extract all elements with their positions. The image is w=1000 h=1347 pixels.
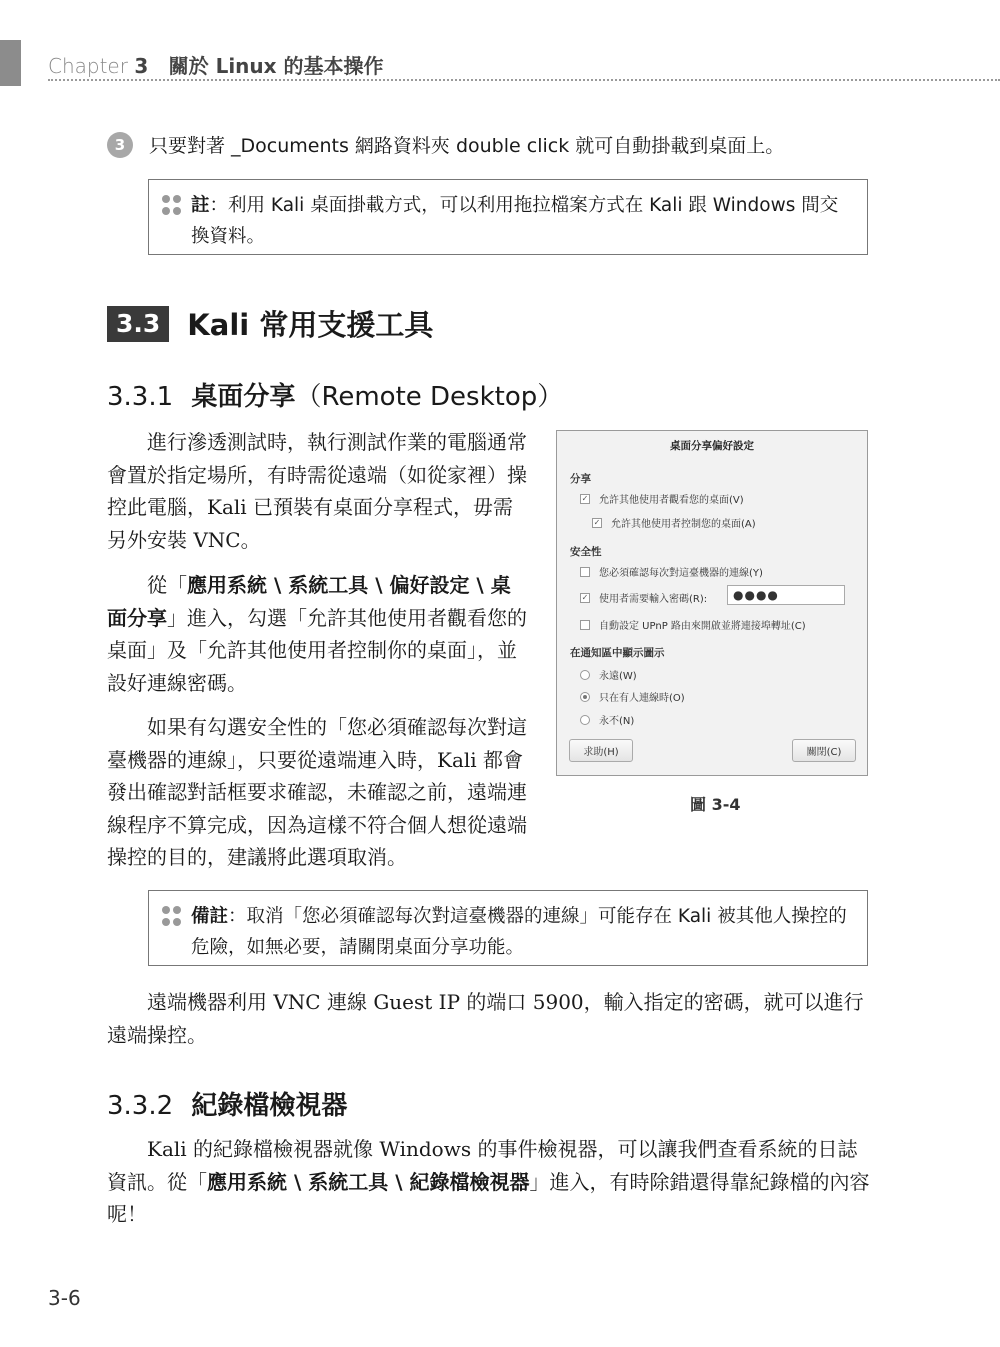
close-button[interactable]: 關閉(C) xyxy=(792,739,856,762)
option-confirm-connection[interactable] xyxy=(580,564,763,579)
allow-view-label: 允許其他使用者觀看您的桌面(V) xyxy=(599,495,744,506)
option-upnp[interactable] xyxy=(580,617,806,632)
subsection-number: 3.3.1 xyxy=(107,382,174,412)
running-header xyxy=(48,50,384,79)
step-number-badge: 3 xyxy=(107,132,133,158)
note-dots-icon xyxy=(162,906,182,926)
note-label: 註 xyxy=(191,195,210,216)
paragraph-1 xyxy=(107,426,527,556)
subsection-title: 桌面分享 xyxy=(191,382,296,412)
note-dots-icon xyxy=(162,195,182,215)
paragraph-2 xyxy=(107,569,527,699)
paragraph-1-text: 進行滲透測試時，執行測試作業的電腦通常會置於指定場所，有時需從遠端（如從家裡）操控此電腦，Kali 已預裝有桌面分享程式，毋需另外安裝 VNC。 xyxy=(107,430,527,552)
note-box-2 xyxy=(148,890,868,966)
require-password-label: 使用者需要輸入密碼(R): xyxy=(599,594,708,605)
chapter-number: 3 xyxy=(134,54,149,78)
section-title: Kali 常用支援工具 xyxy=(187,308,434,342)
radio-always[interactable] xyxy=(580,667,637,682)
menu-path: 應用系統 \ 系統工具 \ 偏好設定 \ 桌面分享 xyxy=(107,573,511,630)
chapter-tab-marker xyxy=(0,40,21,86)
paragraph-5-text-b: 」進入，有時除錯還得靠紀錄檔的內容呢！ xyxy=(107,1169,870,1226)
allow-control-checkbox[interactable]: ✓ xyxy=(593,517,601,527)
allow-view-checkbox[interactable]: ✓ xyxy=(581,493,589,503)
section-number: 3.3 xyxy=(107,306,169,342)
option-require-password[interactable] xyxy=(580,590,707,605)
note-label: 備註 xyxy=(191,906,229,927)
figure-caption: 圖 3-4 xyxy=(690,795,741,814)
radio-when-connected-button[interactable] xyxy=(580,692,590,702)
page-number: 3-6 xyxy=(48,1286,81,1310)
group-share-label: 分享 xyxy=(570,473,591,485)
option-allow-control[interactable] xyxy=(592,515,756,530)
paragraph-5-text-a: Kali 的紀錄檔檢視器就像 Windows 的事件檢視器，可以讓我們查看系統的日誌資訊。從「 xyxy=(107,1137,858,1194)
allow-control-label: 允許其他使用者控制您的桌面(A) xyxy=(611,519,756,530)
radio-never-label: 永不(N) xyxy=(599,716,635,727)
radio-when-connected-label: 只在有人連線時(O) xyxy=(599,693,685,704)
chapter-word: Chapter xyxy=(48,54,128,78)
header-divider xyxy=(48,79,1000,81)
note-box-1 xyxy=(148,179,868,255)
paragraph-2-text-a: 從「 xyxy=(147,573,187,597)
radio-never-button[interactable] xyxy=(580,715,590,725)
group-security-label: 安全性 xyxy=(570,546,602,558)
help-button[interactable]: 求助(H) xyxy=(569,739,633,762)
note-text: ：利用 Kali 桌面掛載方式，可以利用拖拉檔案方式在 Kali 跟 Windows 間交換資料。 xyxy=(191,195,839,247)
group-notify-label: 在通知區中顯示圖示 xyxy=(570,647,665,659)
paragraph-4 xyxy=(107,986,870,1051)
upnp-checkbox[interactable] xyxy=(580,620,590,630)
subsection-number: 3.3.2 xyxy=(107,1091,174,1121)
menu-path: 應用系統 \ 系統工具 \ 紀錄檔檢視器 xyxy=(207,1169,530,1194)
radio-always-button[interactable] xyxy=(580,670,590,680)
section-heading xyxy=(107,303,433,344)
subsection-heading-1 xyxy=(107,376,563,413)
require-password-checkbox[interactable]: ✓ xyxy=(581,592,589,602)
subsection-title-suffix: （Remote Desktop） xyxy=(295,382,564,412)
paragraph-2-text-b: 」進入，勾選「允許其他使用者觀看您的桌面」及「允許其他使用者控制你的桌面」，並設好連線密碼。 xyxy=(107,605,527,695)
upnp-label: 自動設定 UPnP 路由來開啟並將連接埠轉址(C) xyxy=(599,621,806,632)
radio-when-connected[interactable] xyxy=(580,689,685,704)
note-text: ：取消「您必須確認每次對這臺機器的連線」可能存在 Kali 被其他人操控的危險，如無必要，請關閉桌面分享功能。 xyxy=(191,906,847,958)
paragraph-3-text: 如果有勾選安全性的「您必須確認每次對這臺機器的連線」，只要從遠端連入時，Kali 都會發出確認對話框要求確認，未確認之前，遠端連線程序不算完成，因為這樣不符合個人想從遠端操控的目的，建議將此選項取消。 xyxy=(107,715,527,869)
subsection-title: 紀錄檔檢視器 xyxy=(191,1091,348,1121)
confirm-connection-label: 您必須確認每次對這臺機器的連線(Y) xyxy=(599,568,763,579)
confirm-connection-checkbox[interactable] xyxy=(580,567,590,577)
subsection-heading-2 xyxy=(107,1085,347,1122)
chapter-title: 關於 Linux 的基本操作 xyxy=(168,54,384,78)
step-3 xyxy=(107,131,784,158)
paragraph-4-text: 遠端機器利用 VNC 連線 Guest IP 的端口 5900，輸入指定的密碼，就可以進行遠端操控。 xyxy=(107,990,864,1047)
radio-always-label: 永遠(W) xyxy=(599,671,637,682)
paragraph-3 xyxy=(107,711,527,874)
paragraph-5 xyxy=(107,1133,870,1231)
password-input[interactable]: ●●●● xyxy=(727,585,845,605)
radio-never[interactable] xyxy=(580,712,634,727)
option-allow-view[interactable] xyxy=(580,491,744,506)
step-text: 只要對著 _Documents 網路資料夾 double click 就可自動掛載到桌面上。 xyxy=(149,135,785,157)
dialog-title: 桌面分享偏好設定 xyxy=(670,440,754,452)
desktop-sharing-preferences-dialog xyxy=(556,430,868,776)
